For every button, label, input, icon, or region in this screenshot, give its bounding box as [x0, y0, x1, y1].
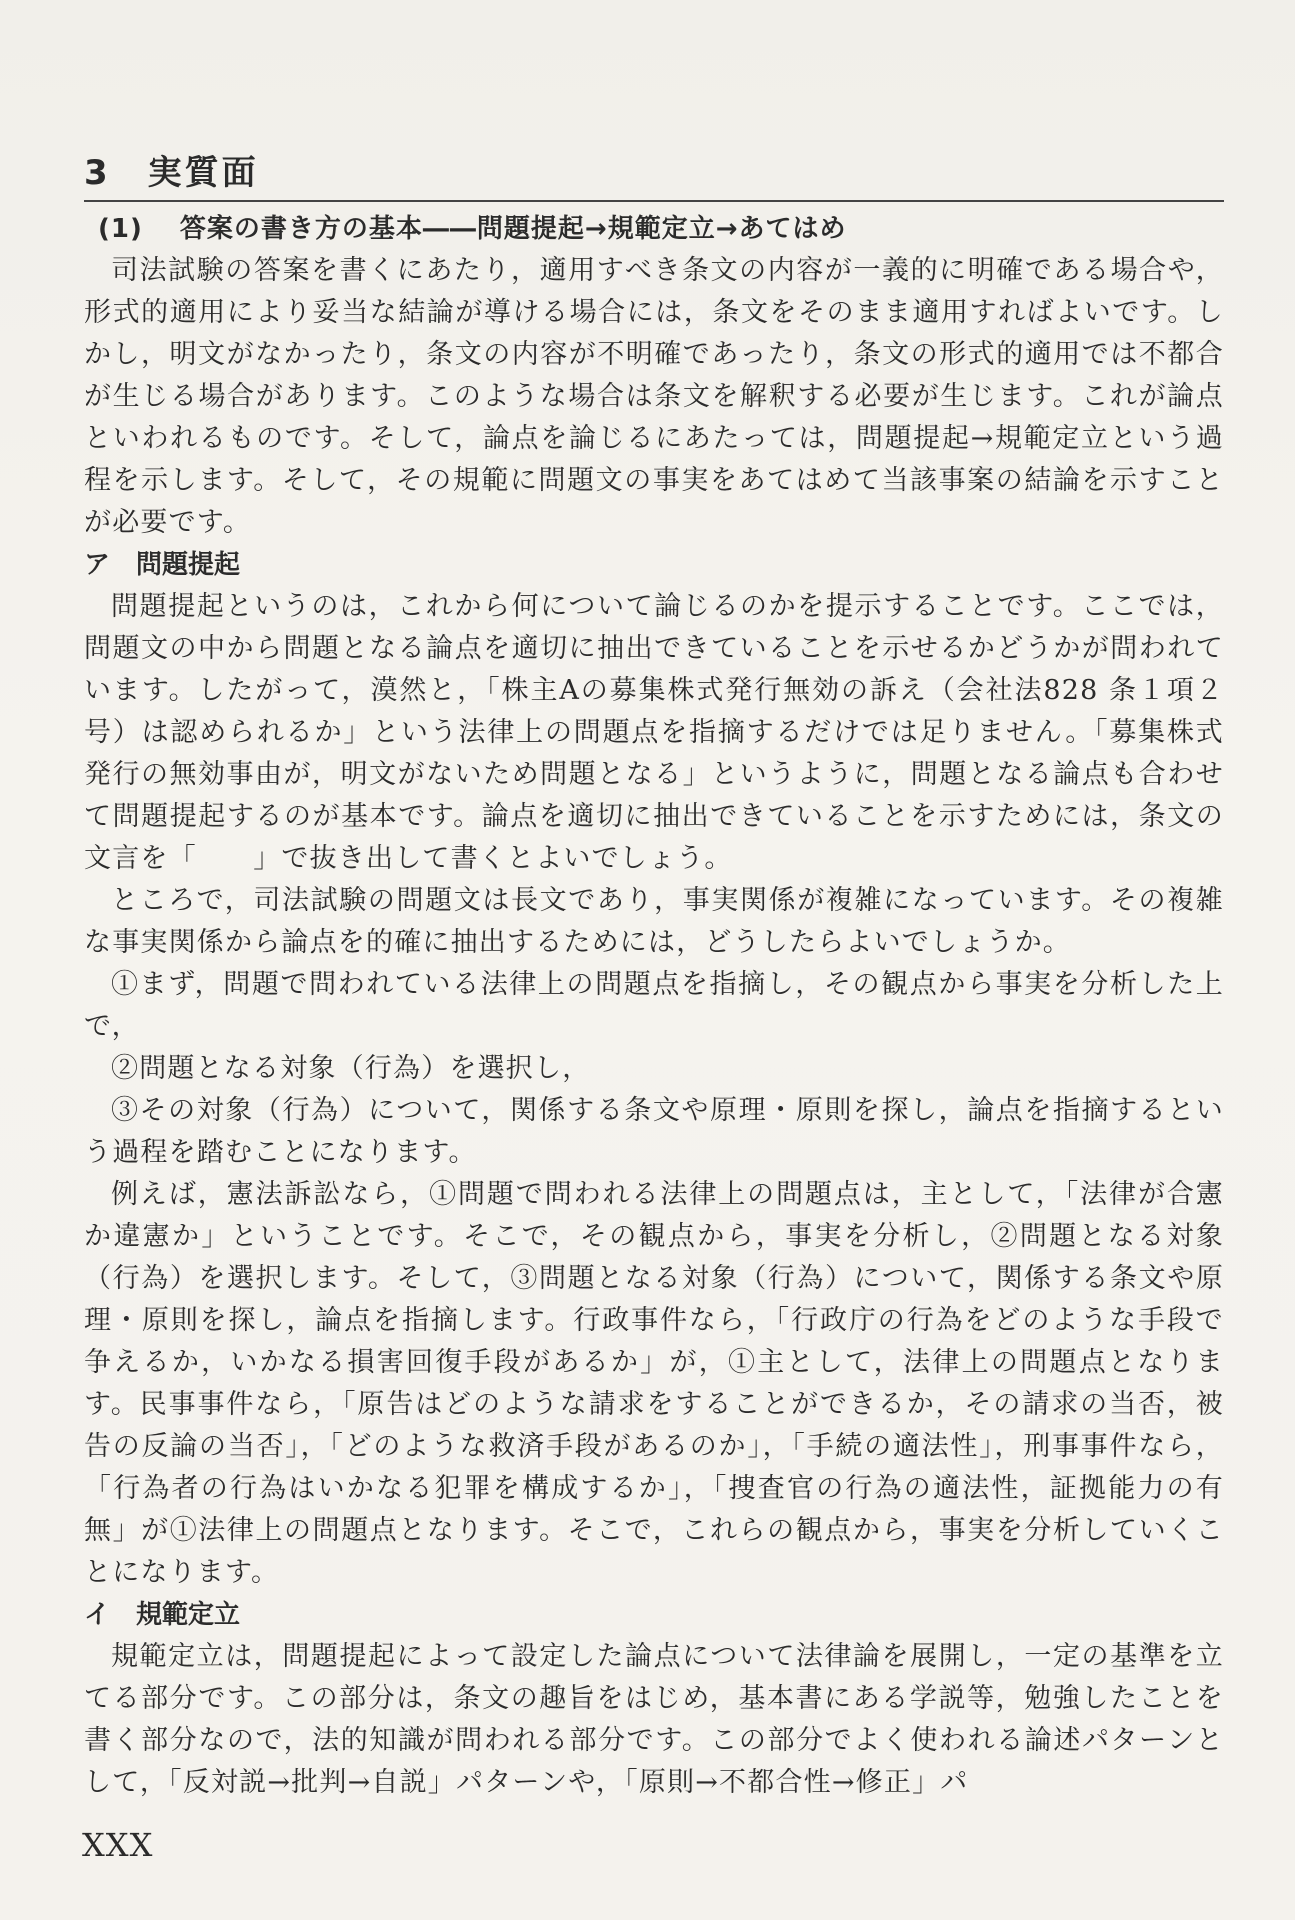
- paragraph-a3: 例えば，憲法訴訟なら，①問題で問われる法律上の問題点は，主として，「法律が合憲か違憲か」ということです。そこで，その観点から，事実を分析し，②問題となる対象（行為）を選択します。そして，③問題となる対象（行為）について，関係する条文や原理・原則を探し，論点を指摘します。行政事件なら，「行政庁の行為をどのような手段で争えるか，いかなる損害回復手段があるか」が，①主として，法律上の問題点となります。民事事件なら，「原告はどのような請求をすることができるか，その請求の当否，被告の反論の当否」，「どのような救済手段があるのか」，「手続の適法性」，刑事事件なら，「行為者の行為はいかなる犯罪を構成するか」，「捜査官の行為の適法性，証拠能力の有無」が①法律上の問題点となります。そこで，これらの観点から，事実を分析していくことになります。: [84, 1179, 1224, 1588]
- section-title: 3 実質面: [84, 145, 1224, 202]
- paragraph-a2: ところで，司法試験の問題文は長文であり，事実関係が複雑になっています。その複雑な事実関係から論点を的確に抽出するためには，どうしたらよいでしょうか。: [84, 885, 1224, 958]
- step-3: ③その対象（行為）について，関係する条文や原理・原則を探し，論点を指摘するという過程を踏むことになります。: [84, 1095, 1224, 1168]
- step-1: ①まず，問題で問われている法律上の問題点を指摘し，その観点から事実を分析した上で，: [84, 969, 1224, 1042]
- heading-problem-raising: ア 問題提起: [84, 550, 241, 580]
- subsection-title: (1) 答案の書き方の基本――問題提起→規範定立→あてはめ: [98, 214, 847, 244]
- paragraph-b1: 規範定立は，問題提起によって設定した論点について法律論を展開し，一定の基準を立てる部分です。この部分は，条文の趣旨をはじめ，基本書にある学説等，勉強したことを書く部分なので，法的知識が問われる部分です。この部分でよく使われる論述パターンとして，「反対説→批判→自説」パターンや，「原則→不都合性→修正」パ: [84, 1641, 1224, 1798]
- step-2: ②問題となる対象（行為）を選択し，: [111, 1053, 591, 1084]
- page-content: [84, 145, 1224, 1804]
- heading-norm-setting: イ 規範定立: [84, 1600, 241, 1630]
- paragraph-a1: 問題提起というのは，これから何について論じるのかを提示することです。ここでは，問題文の中から問題となる論点を適切に抽出できていることを示せるかどうかが問われています。したがって，漠然と，「株主Aの募集株式発行無効の訴え（会社法828 条１項２号）は認められるか」という法律上の問題点を指摘するだけでは足りません。「募集株式発行の無効事由が，明文がないため問題となる」というように，問題となる論点も合わせて問題提起するのが基本です。論点を適切に抽出できていることを示すためには，条文の文言を「 」で抜き出して書くとよいでしょう。: [84, 591, 1224, 874]
- page-number: XXX: [82, 1826, 154, 1864]
- intro-paragraph: 司法試験の答案を書くにあたり，適用すべき条文の内容が一義的に明確である場合や，形式的適用により妥当な結論が導ける場合には，条文をそのまま適用すればよいです。しかし，明文がなかったり，条文の内容が不明確であったり，条文の形式的適用では不都合が生じる場合があります。このような場合は条文を解釈する必要が生じます。これが論点といわれるものです。そして，論点を論じるにあたっては，問題提起→規範定立という過程を示します。そして，その規範に問題文の事実をあてはめて当該事案の結論を示すことが必要です。: [84, 255, 1224, 538]
